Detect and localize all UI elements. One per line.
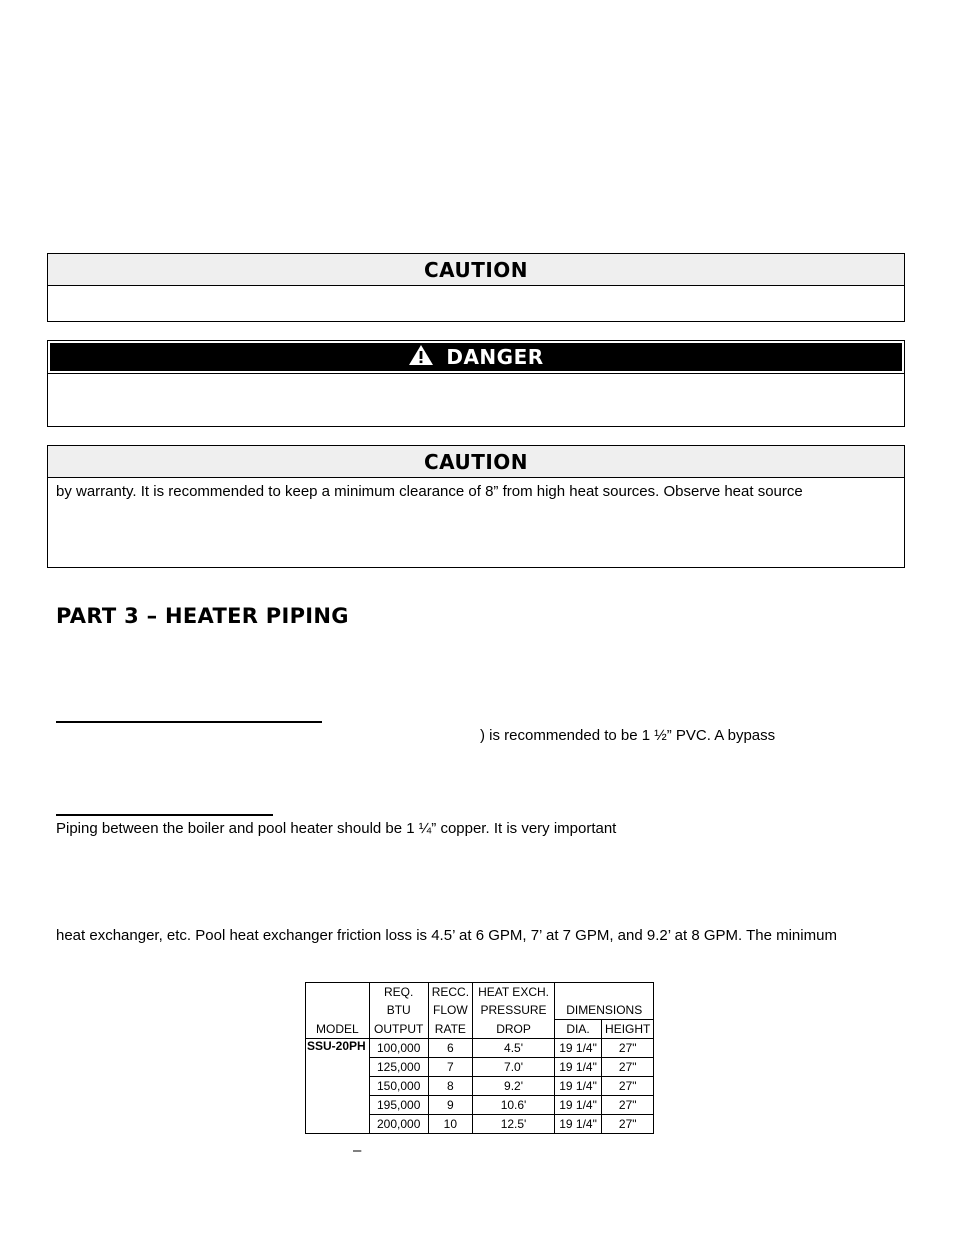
table-cell: 9.2'	[473, 1077, 555, 1096]
caution-title: CAUTION	[48, 254, 904, 286]
subheading-underline	[56, 721, 322, 723]
table-header-cell: RECC.	[428, 983, 472, 1002]
table-header-cell	[306, 983, 370, 1002]
table-cell: 27"	[602, 1058, 654, 1077]
table-row	[306, 1039, 654, 1058]
table-cell: 7	[428, 1058, 472, 1077]
dimensions-header: DIMENSIONS	[555, 1001, 654, 1020]
friction-loss-paragraph: heat exchanger, etc. Pool heat exchanger friction loss is 4.5’ at 6 GPM, 7’ at 7 GPM, and 9.2’ at 8 GPM. The minimum	[56, 927, 837, 944]
danger-title: DANGER	[446, 345, 544, 369]
table-cell: 4.5'	[473, 1039, 555, 1058]
table-header-cell: DROP	[473, 1020, 555, 1039]
table-header-cell: BTU	[369, 1001, 428, 1020]
table-header-cell: REQ.	[369, 983, 428, 1002]
table-cell: 6	[428, 1039, 472, 1058]
table-cell: 125,000	[369, 1058, 428, 1077]
table-cell: 27"	[602, 1096, 654, 1115]
table-cell: 12.5'	[473, 1115, 555, 1134]
table-cell: 150,000	[369, 1077, 428, 1096]
table-cell: 9	[428, 1096, 472, 1115]
table-header-cell: OUTPUT	[369, 1020, 428, 1039]
pool-piping-paragraph: ) is recommended to be 1 ½” PVC. A bypass	[480, 727, 776, 744]
table-cell: 19 1/4"	[555, 1096, 602, 1115]
model-cell: SSU-20PH	[306, 1039, 370, 1134]
heater-spec-table	[305, 982, 654, 1134]
caution-box-clearance	[47, 445, 905, 568]
table-cell: 10.6'	[473, 1096, 555, 1115]
table-cell: 200,000	[369, 1115, 428, 1134]
caution-box-top	[47, 253, 905, 322]
warning-triangle-icon	[408, 344, 434, 371]
danger-box	[47, 340, 905, 427]
table-cell: 27"	[602, 1115, 654, 1134]
boiler-piping-paragraph: Piping between the boiler and pool heater should be 1 ¼” copper. It is very important	[56, 820, 617, 837]
table-cell: 27"	[602, 1039, 654, 1058]
table-cell: 100,000	[369, 1039, 428, 1058]
height-header: HEIGHT	[602, 1020, 654, 1039]
table-header-cell: FLOW	[428, 1001, 472, 1020]
table-header-cell: PRESSURE	[473, 1001, 555, 1020]
table-cell: 19 1/4"	[555, 1058, 602, 1077]
dia-header: DIA.	[555, 1020, 602, 1039]
table-cell: 19 1/4"	[555, 1077, 602, 1096]
table-cell: 27"	[602, 1077, 654, 1096]
table-cell: 10	[428, 1115, 472, 1134]
table-cell: 7.0'	[473, 1058, 555, 1077]
caution-clearance-text: by warranty. It is recommended to keep a minimum clearance of 8” from high heat sources. Observe heat source	[56, 483, 803, 500]
danger-header	[48, 341, 904, 373]
table-cell: 195,000	[369, 1096, 428, 1115]
table-cell: 8	[428, 1077, 472, 1096]
table-header-cell	[555, 983, 654, 1002]
section-heading: PART 3 – HEATER PIPING	[56, 604, 349, 628]
table-cell: 19 1/4"	[555, 1039, 602, 1058]
table-header-cell: RATE	[428, 1020, 472, 1039]
subheading-underline	[56, 814, 273, 816]
caution-title: CAUTION	[48, 446, 904, 478]
table-caption-dash: –	[353, 1142, 362, 1159]
table-header-cell	[306, 1001, 370, 1020]
model-header: MODEL	[306, 1020, 370, 1039]
table-header-cell: HEAT EXCH.	[473, 983, 555, 1002]
table-cell: 19 1/4"	[555, 1115, 602, 1134]
